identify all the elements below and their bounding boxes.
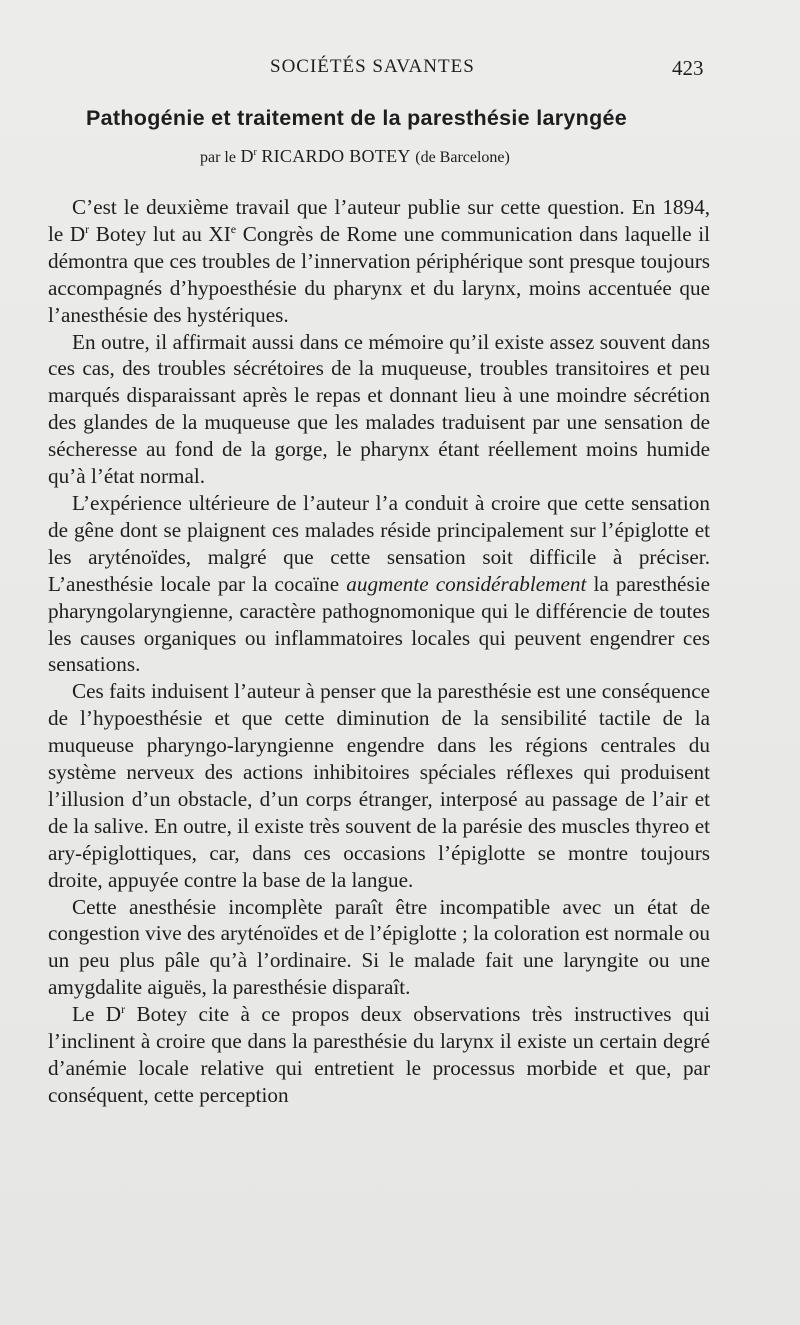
byline-prefix: par le bbox=[200, 149, 236, 166]
paragraph-4: Ces faits induisent l’auteur à penser que la paresthésie est une conséquence de l’hypoesthésie et que cette diminution de la sensibilité tactile de la muqueuse pharyngo-laryngienne engendre dans les régions centrales du système nerveux des actions inhibitoires spéciales réflexes qui produisent l’illusion d’un obstacle, d’un corps étranger, interposé au passage de l’air et de la salive. En outre, il existe très souvent de la parésie des muscles thyreo et ary-épiglottiques, car, dans ces occasions l’épiglotte se montre toujours droite, appuyée contre la base de la langue. bbox=[48, 679, 710, 892]
emphasis-text: augmente considérablement bbox=[346, 571, 587, 596]
byline bbox=[200, 146, 510, 167]
article-body bbox=[48, 194, 710, 1109]
page-number: 423 bbox=[672, 56, 704, 80]
byline-dr: $D^r$ bbox=[240, 146, 257, 166]
paragraph-2: En outre, il affirmait aussi dans ce mémoire qu’il existe assez souvent dans ces cas, des troubles sécrétoires de la muqueuse, troubles transitoires et peu marqués disparaissant après le repas et donnant lieu à une moindre sécrétion des glandes de la muqueuse que les malades traduisent par une sensation de sécheresse au fond de la gorge, le pharynx étant réellement moins humide qu’à l’état normal. bbox=[48, 329, 710, 489]
article-title: Pathogénie et traitement de la paresthésie laryngée bbox=[86, 106, 628, 130]
running-title: SOCIÉTÉS SAVANTES bbox=[270, 56, 475, 77]
byline-affiliation: (de Barcelone) bbox=[415, 149, 510, 166]
paragraph-3: L’expérience ultérieure de l’auteur l’a conduit à croire que cette sensation de gêne dont se plaignent ces malades réside principalement sur l’épiglotte et les aryténoïdes, malgré que cette sensation soit difficile à préciser. L’anesthésie locale par la cocaïne augmente considérablement la paresthésie pharyngolaryngienne, caractère pathognomonique qui le différencie de toutes les causes organiques ou inflammatoires locales qui peuvent engendrer ces sensations. bbox=[48, 490, 710, 677]
paragraph-1: C’est le deuxième travail que l’auteur publie sur cette question. En 1894, le $D^r$ Botey lut au XIe Congrès de Rome une communication dans laquelle il démontra que ces troubles de l’innervation périphérique sont presque toujours accompagnés d’hypoesthésie du pharynx et du larynx, moins accentuée que l’anesthésie des hystériques. bbox=[48, 195, 710, 327]
byline-author: RICARDO BOTEY bbox=[261, 146, 411, 166]
running-header bbox=[0, 56, 800, 86]
paragraph-5: Cette anesthésie incomplète paraît être incompatible avec un état de congestion vive des aryténoïdes et de l’épiglotte ; la coloration est normale ou un peu plus pâle qu’à l’ordinaire. Si le malade fait une laryngite ou une amygdalite aiguës, la paresthésie disparaît. bbox=[48, 894, 710, 1000]
paragraph-6: Le $D^r$ Botey cite à ce propos deux observations très instructives qui l’inclinent à croire que dans la paresthésie du larynx il existe un certain degré d’anémie locale relative qui entretient le processus morbide et que, par conséquent, cette perception bbox=[48, 1002, 710, 1107]
